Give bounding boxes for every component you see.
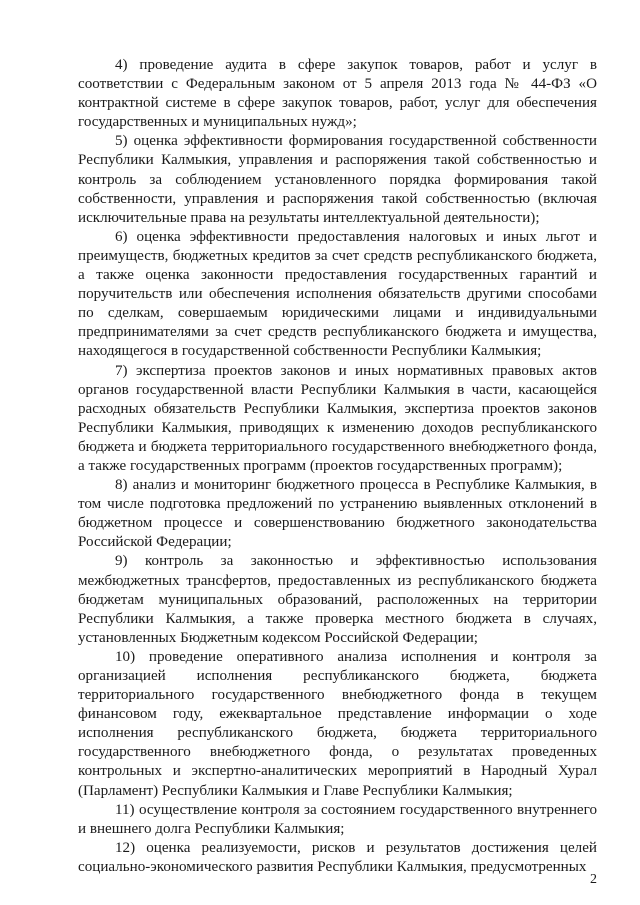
document-body bbox=[78, 56, 597, 877]
paragraph-item-4: 4) проведение аудита в сфере закупок товаров, работ и услуг в соответствии с Федеральным законом от 5 апреля 2013 года № 44-ФЗ «О контрактной системе в сфере закупок товаров, работ, услуг для обеспечения государственных и муниципальных нужд»; bbox=[78, 57, 597, 131]
paragraph-item-8: 8) анализ и мониторинг бюджетного процесса в Республике Калмыкия, в том числе подготовка предложений по устранению выявленных отклонений в бюджетном процессе и совершенствованию бюджетного законодательства Российской Федерации; bbox=[78, 477, 597, 551]
paragraph-item-9: 9) контроль за законностью и эффективностью использования межбюджетных трансфертов, предоставленных из республиканского бюджета бюджетам муниципальных образований, расположенных на территории Республики Калмыкия, а также проверка местного бюджета в случаях, установленных Бюджетным кодексом Российской Федерации; bbox=[78, 553, 597, 646]
paragraph-item-7: 7) экспертиза проектов законов и иных нормативных правовых актов органов государственной власти Республики Калмыкия в части, касающейся расходных обязательств Республики Калмыкия, экспертиза проектов законов Республики Калмыкия, приводящих к изменению доходов республиканского бюджета и бюджета территориального государственного внебюджетного фонда, а также государственных программ (проектов государственных программ); bbox=[78, 362, 597, 474]
paragraph-item-12: 12) оценка реализуемости, рисков и результатов достижения целей социально-экономического развития Республики Калмыкия, предусмотренных bbox=[78, 839, 597, 875]
page-number: 2 bbox=[590, 872, 597, 887]
paragraph-item-11: 11) осуществление контроля за состоянием государственного внутреннего и внешнего долга Республики Калмыкия; bbox=[78, 801, 597, 837]
paragraph-item-10: 10) проведение оперативного анализа исполнения и контроля за организацией исполнения республиканского бюджета, бюджета территориального государственного внебюджетного фонда в текущем финансовом году, ежеквартальное представление информации о ходе исполнения республиканского бюджета, бюджета территориального государственного внебюджетного фонда, о результатах проведенных контрольных и экспертно-аналитических мероприятий в Народный Хурал (Парламент) Республики Калмыкия и Главе Республики Калмыкия; bbox=[78, 648, 597, 799]
paragraph-item-6: 6) оценка эффективности предоставления налоговых и иных льгот и преимуществ, бюджетных кредитов за счет средств республиканского бюджета, а также оценка законности предоставления государственных гарантий и поручительств или обеспечения исполнения обязательств другими способами по сделкам, совершаемым юридическими лицами и индивидуальными предпринимателями за счет средств республиканского бюджета и имущества, находящегося в государственной собственности Республики Калмыкия; bbox=[78, 228, 597, 360]
paragraph-item-5: 5) оценка эффективности формирования государственной собственности Республики Калмыкия, управления и распоряжения такой собственностью и контроль за соблюдением установленного порядка формирования такой собственности, управления и распоряжения такой собственностью (включая исключительные права на результаты интеллектуальной деятельности); bbox=[78, 133, 597, 226]
